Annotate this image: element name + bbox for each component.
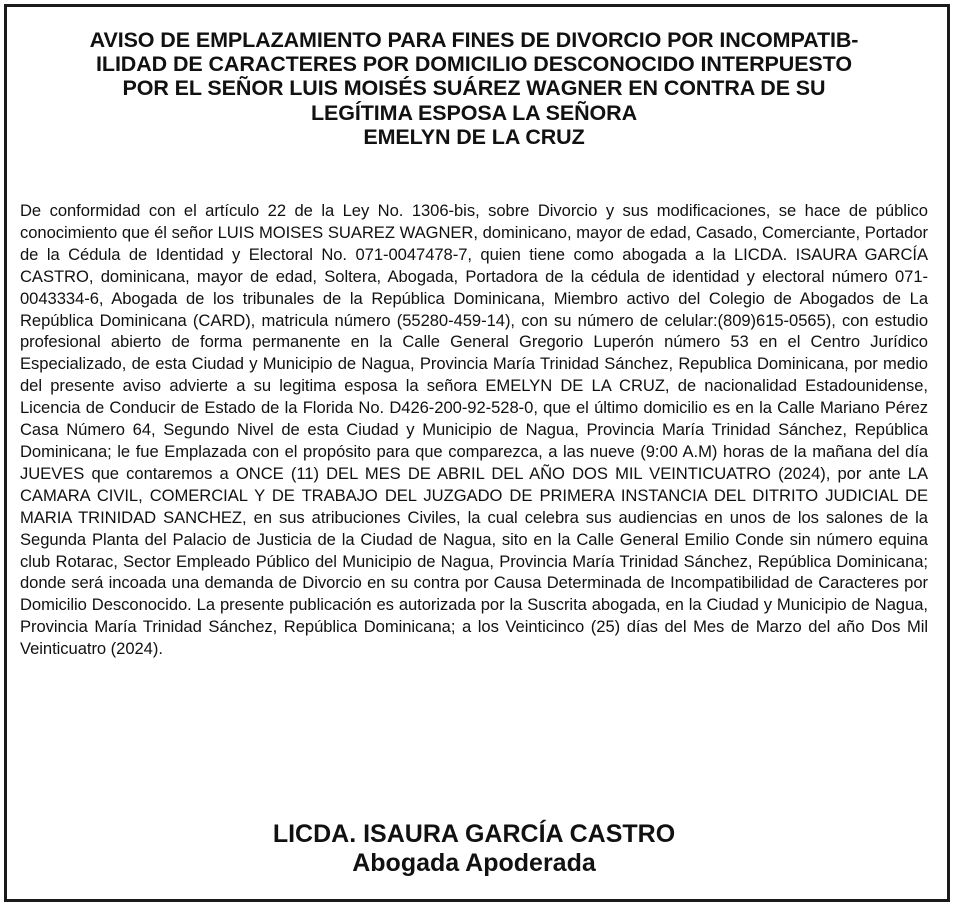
title-line-2: ILIDAD DE CARACTERES POR DOMICILIO DESCONOCIDO INTERPUESTO	[96, 52, 852, 77]
notice-body: De conformidad con el artículo 22 de la Ley No. 1306-bis, sobre Divorcio y sus modificaciones, se hace de público conocimiento que él señor LUIS MOISES SUAREZ WAGNER, dominicano, mayor de edad, Casado, Comerciante, Portador de la Cédula de Identidad y Electoral No. 071-0047478-7, quien tiene como abogada a la LICDA. ISAURA GARCÍA CASTRO, dominicana, mayor de edad, Soltera, Abogada, Portadora de la cédula de identidad y electoral número 071-0043334-6, Abogada de los tribunales de la República Dominicana, Miembro activo del Colegio de Abogados de La República Dominicana (CARD), matricula número (55280-459-14), con su número de celular:(809)615-0565), con estudio profesional abierto de forma permanente en la Calle General Gregorio Luperón número 53 en el Centro Jurídico Especializado, de esta Ciudad y Municipio de Nagua, Provincia María Trinidad Sánchez, Republica Dominicana, por medio del presente aviso advierte a su legitima esposa la señora EMELYN DE LA CRUZ, de nacionalidad Estadounidense, Licencia de Conducir de Estado de la Florida No. D426-200-92-528-0, que el último domicilio es en la Calle Mariano Pérez Casa Número 64, Segundo Nivel de esta Ciudad y Municipio de Nagua, Provincia María Trinidad Sánchez, República Dominicana; le fue Emplazada con el propósito para que comparezca, a las nueve (9:00 A.M) horas de la mañana del día JUEVES que contaremos a ONCE (11) DEL MES DE ABRIL DEL AÑO DOS MIL VEINTICUATRO (2024), por ante LA CAMARA CIVIL, COMERCIAL Y DE TRABAJO DEL JUZGADO DE PRIMERA INSTANCIA DEL DITRITO JUDICIAL DE MARIA TRINIDAD SANCHEZ, en sus atribuciones Civiles, la cual celebra sus audiencias en unos de los salones de la Segunda Planta del Palacio de Justicia de la Ciudad de Nagua, sito en la Calle General Emilio Conde sin número equina club Rotarac, Sector Empleado Público del Municipio de Nagua, Provincia María Trinidad Sánchez, República Dominicana; donde será incoada una demanda de Divorcio en su contra por Causa Determinada de Incompatibilidad de Caracteres por Domicilio Desconocido. La presente publicación es autorizada por la Suscrita abogada, en la Ciudad y Municipio de Nagua, Provincia María Trinidad Sánchez, República Dominicana; a los Veinticinco (25) días del Mes de Marzo del año Dos Mil Veinticuatro (2024).	[20, 201, 928, 659]
title-line-3: POR EL SEÑOR LUIS MOISÉS SUÁREZ WAGNER EN CONTRA DE SU	[122, 76, 826, 101]
signature-name: LICDA. ISAURA GARCÍA CASTRO	[272, 820, 676, 848]
signature-block	[18, 820, 930, 878]
signature-role: Abogada Apoderada	[352, 849, 596, 877]
title-line-4: LEGÍTIMA ESPOSA LA SEÑORA	[311, 100, 637, 125]
notice-title	[18, 28, 930, 149]
title-line-5: EMELYN DE LA CRUZ	[363, 124, 585, 149]
title-line-1: AVISO DE EMPLAZAMIENTO PARA FINES DE DIVORCIO POR INCOMPATIB-	[89, 28, 859, 52]
